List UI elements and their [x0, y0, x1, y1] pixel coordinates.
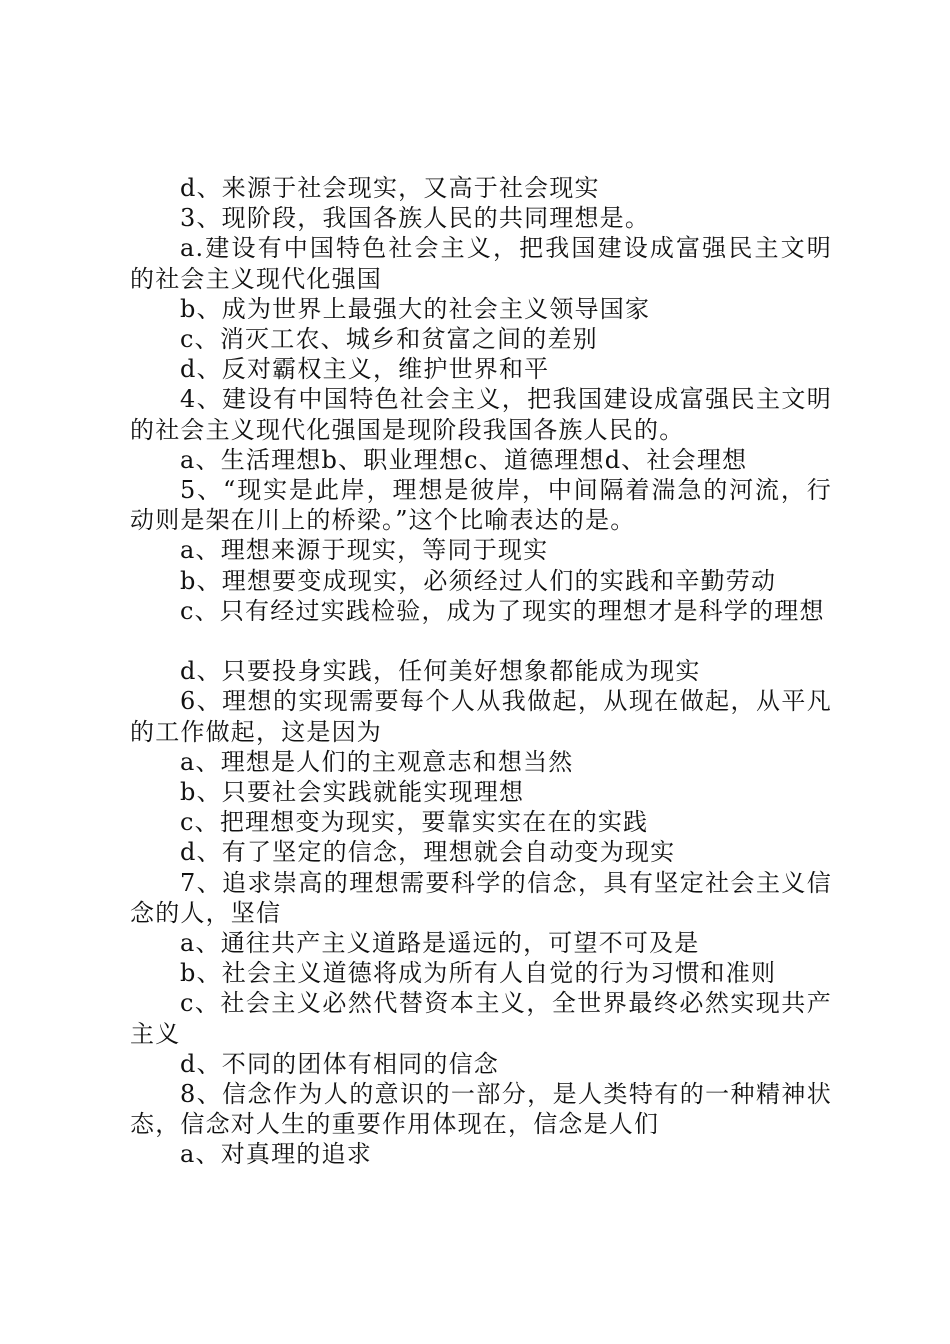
option-8a: a、对真理的追求	[180, 1140, 372, 1169]
option-7d: d、不同的团体有相同的信念	[180, 1049, 499, 1078]
option-6c: c、把理想变为现实，要靠实实在在的实践	[180, 808, 649, 837]
option-5b: b、理想要变成现实，必须经过人们的实践和辛勤劳动	[180, 566, 777, 595]
options-4: a、生活理想b、职业理想c、道德理想d、社会理想	[180, 445, 748, 474]
option-3c: c、消灭工农、城乡和贫富之间的差别	[180, 325, 598, 354]
option-3b: b、成为世界上最强大的社会主义领导国家	[180, 294, 651, 323]
option-6b: b、只要社会实践就能实现理想	[180, 778, 525, 807]
question-5: 5、“现实是此岸，理想是彼岸，中间隔着湍急的河流，行动则是架在川上的桥梁。”这个比喻表达的是。	[130, 476, 832, 535]
question-6: 6、理想的实现需要每个人从我做起，从现在做起，从平凡的工作做起，这是因为	[130, 687, 832, 746]
option-7a: a、通往共产主义道路是遥远的，可望不可及是	[180, 929, 700, 958]
question-3: 3、现阶段，我国各族人民的共同理想是。	[180, 204, 651, 233]
option-6a: a、理想是人们的主观意志和想当然	[180, 747, 574, 776]
question-7: 7、追求崇高的理想需要科学的信念，具有坚定社会主义信念的人，坚信	[130, 868, 832, 927]
option-6d: d、有了坚定的信念，理想就会自动变为现实	[180, 838, 676, 867]
blank-line	[130, 626, 832, 656]
document-body	[130, 173, 832, 1170]
option-5d: d、只要投身实践，任何美好想象都能成为现实	[180, 657, 701, 686]
paragraph: d、来源于社会现实，又高于社会现实	[180, 174, 600, 202]
option-5a: a、理想来源于现实，等同于现实	[180, 536, 549, 565]
option-3d: d、反对霸权主义，维护世界和平	[180, 355, 550, 384]
option-3a: a.建设有中国特色社会主义，把我国建设成富强民主文明的社会主义现代化强国	[130, 234, 832, 293]
option-7b: b、社会主义道德将成为所有人自觉的行为习惯和准则	[180, 959, 777, 988]
option-7c: c、社会主义必然代替资本主义，全世界最终必然实现共产主义	[130, 989, 832, 1048]
option-5c: c、只有经过实践检验，成为了现实的理想才是科学的理想	[180, 596, 825, 625]
question-8: 8、信念作为人的意识的一部分，是人类特有的一种精神状态，信念对人生的重要作用体现在，信念是人们	[130, 1080, 832, 1139]
question-4: 4、建设有中国特色社会主义，把我国建设成富强民主文明的社会主义现代化强国是现阶段我国各族人民的。	[130, 385, 832, 444]
